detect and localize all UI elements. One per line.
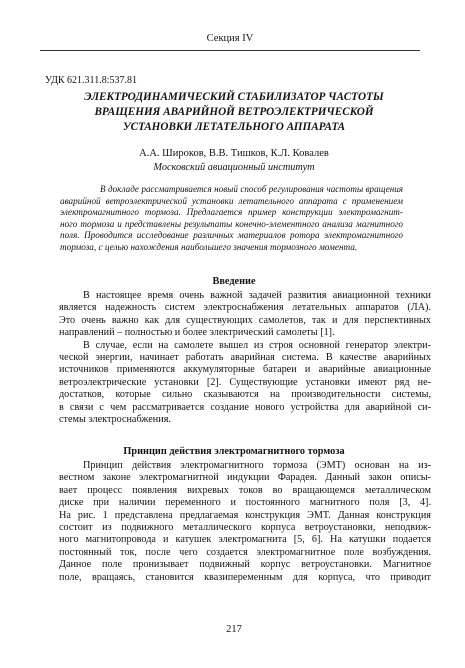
abstract — [60, 184, 403, 254]
principle-heading: Принцип действия электромагнитного тормоза — [123, 446, 345, 457]
paper-title — [45, 90, 423, 135]
intro-heading: Введение — [212, 276, 256, 287]
abstract-line: электромагнитного тормоза. Предлагается пример конструкции электромагнит- — [60, 207, 403, 218]
abstract-line: аварийной ветроэлектрической установки летательного аппарата с применением — [60, 195, 403, 206]
principle-line: Принцип действия электромагнитного тормоза (ЭМТ) основан на из- — [83, 460, 431, 471]
title-line: ЭЛЕКТРОДИНАМИЧЕСКИЙ СТАБИЛИЗАТОР ЧАСТОТЫ — [84, 91, 384, 103]
principle-line: состоит из подвижного металлического корпуса ветроустановки, неподвиж- — [59, 522, 431, 534]
intro-line: достатков, которые сильно сказываются на производительности системы, — [59, 389, 431, 401]
intro-line: в связи с чем рассматривается создание нового устройства для аварийной си- — [59, 401, 431, 413]
principle-line: Данное поле пронизывает подвижный корпус ветроустановки. Магнитное — [59, 559, 431, 571]
title-line: УСТАНОВКИ ЛЕТАТЕЛЬНОГО АППАРАТА — [122, 121, 346, 133]
abstract-line: поля. Проводится исследование различных материалов ротора электромагнитного — [60, 230, 403, 241]
intro-line: является надежность систем электроснабжения летательных аппаратов (ЛА). — [59, 302, 431, 314]
principle-line: вестном законе электромагнитной индукции Фарадея. Данный закон описы- — [59, 472, 431, 484]
title-line: ВРАЩЕНИЯ АВАРИЙНОЙ ВЕТРОЭЛЕКТРИЧЕСКОЙ — [94, 106, 374, 118]
intro-line: Это очень важно как для существующих самолетов, так и для перспективных — [59, 314, 431, 326]
principle-line: диске при наличии переменного и постоянного магнитного поля [3, 4]. — [59, 497, 431, 509]
udc-code: УДК 621.311.8:537.81 — [45, 75, 137, 86]
principle-line: вает процесс появления вихревых токов во вращающемся металлическом — [59, 484, 431, 496]
intro-line: ветроэлектрические установки [2]. Существующие установки имеют ряд не- — [59, 376, 431, 388]
principle-line: постоянный ток, после чего создается электромагнитное поле возбуждения. — [59, 546, 431, 558]
principle-line: поле, вращаясь, становится квазипеременным для корпуса, что приводит — [59, 571, 431, 583]
principle-line: На рис. 1 представлена предлагаемая конструкция ЭМТ. Данная конструкция — [59, 509, 431, 521]
authors: А.А. Широков, В.В. Тишков, К.Л. Ковалев — [139, 148, 329, 159]
principle-body — [59, 460, 431, 584]
intro-line: источников применяются аккумуляторные батареи и аварийные авиационные — [59, 364, 431, 376]
section-header: Секция IV — [206, 33, 254, 44]
page-number: 217 — [226, 624, 242, 635]
intro-line: В случае, если на самолете вышел из строя основной генератор электри- — [83, 339, 431, 351]
intro-line: В настоящее время очень важной задачей развития авиационной техники — [83, 290, 431, 301]
intro-line: стемы электроснабжения. — [59, 414, 171, 426]
intro-line: направлений – полностью и более электрический самолеты [1]. — [59, 327, 335, 339]
intro-line: ческой энергии, начинает работать аварийная система. В качестве аварийных — [59, 352, 431, 364]
principle-line: ного магнитопровода и катушек электромагнита [5, 6]. На катушки подается — [59, 534, 431, 546]
header-divider — [40, 50, 420, 51]
abstract-line: ного тормоза и представлены результаты конечно-элементного анализа магнитного — [60, 218, 403, 229]
intro-body — [59, 290, 431, 426]
affiliation: Московский авиационный институт — [153, 162, 315, 173]
abstract-line: тормоза, с целью нахождения наибольшего значения тормозного момента. — [60, 241, 358, 252]
abstract-line: В докладе рассматривается новый способ регулирования частоты вращения — [100, 184, 403, 194]
